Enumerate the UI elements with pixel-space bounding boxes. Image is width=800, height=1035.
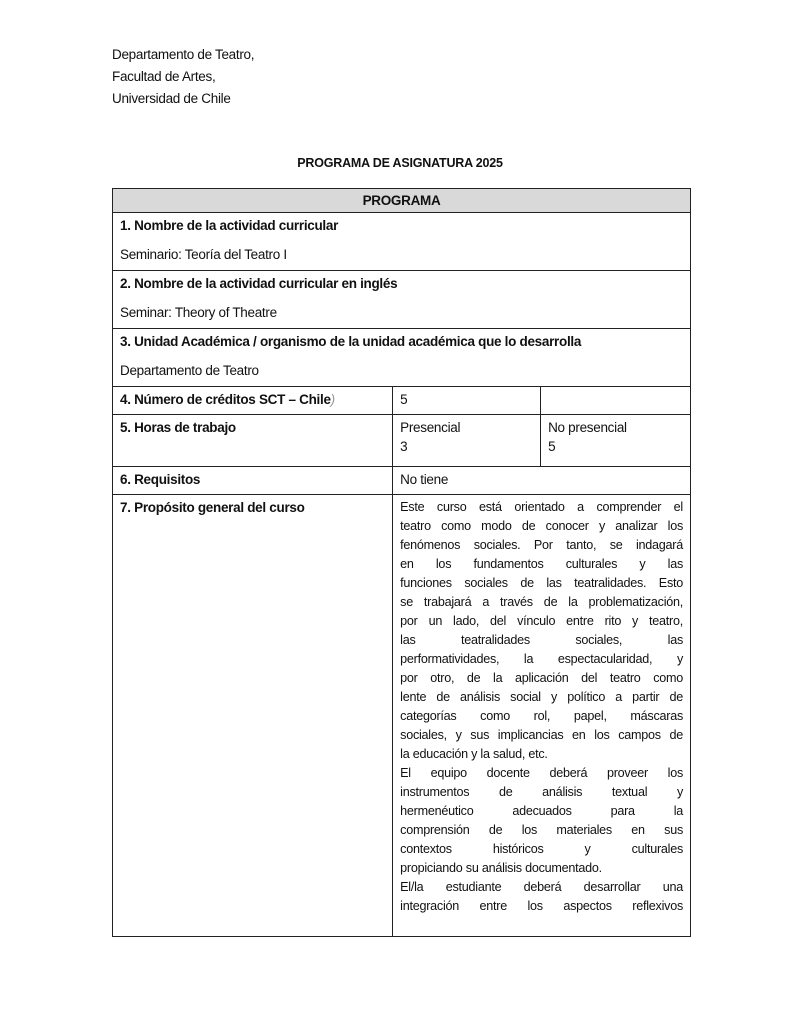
row-value: Seminar: Theory of Theatre — [120, 305, 277, 320]
purpose-line: por otro, de la aplicación del teatro como — [400, 671, 683, 685]
row-academic-unit — [113, 329, 691, 387]
no-presencial-label: No presencial — [548, 420, 627, 435]
empty-cell — [541, 387, 691, 415]
purpose-line: fenómenos sociales. Por tanto, se indagará — [400, 538, 683, 552]
hours-presencial — [393, 415, 541, 467]
purpose-line: funciones sociales de las teatralidades. Esto — [400, 576, 683, 590]
label-suffix: ) — [330, 392, 335, 407]
row-label: 1. Nombre de la actividad curricular — [120, 218, 339, 233]
purpose-line: Este curso está orientado a comprender el — [400, 500, 683, 514]
row-label: 2. Nombre de la actividad curricular en inglés — [120, 276, 398, 291]
purpose-line: propiciando su análisis documentado. — [400, 861, 602, 875]
purpose-line: contextos históricos y culturales — [400, 842, 683, 856]
table-heading: PROGRAMA — [113, 189, 691, 213]
program-table — [112, 188, 691, 937]
row-credits-value: 5 — [393, 387, 541, 415]
purpose-line: por un lado, del vínculo entre rito y teatro, — [400, 614, 683, 628]
header-line: Facultad de Artes, — [112, 69, 216, 84]
purpose-line: categorías como rol, papel, máscaras — [400, 709, 683, 723]
row-credits-label — [113, 387, 393, 415]
row-requirements-label — [113, 467, 393, 495]
purpose-line: El/la estudiante deberá desarrollar una — [400, 880, 683, 894]
purpose-line: la educación y la salud, etc. — [400, 747, 548, 761]
row-value: Departamento de Teatro — [120, 363, 259, 378]
row-activity-name — [113, 213, 691, 271]
row-hours-label — [113, 415, 393, 467]
row-purpose-text — [393, 495, 691, 937]
document-title: PROGRAMA DE ASIGNATURA 2025 — [297, 156, 503, 170]
presencial-value: 3 — [400, 439, 408, 454]
institution-header — [112, 44, 254, 110]
purpose-line: hermenéutico adecuados para la — [400, 804, 683, 818]
purpose-line: instrumentos de análisis textual y — [400, 785, 683, 799]
purpose-line: integración entre los aspectos reflexivos — [400, 899, 683, 913]
purpose-line: teatro como modo de conocer y analizar los — [400, 519, 683, 533]
row-label: 3. Unidad Académica / organismo de la unidad académica que lo desarrolla — [120, 334, 582, 349]
purpose-line: lente de análisis social y político a partir de — [400, 690, 683, 704]
header-line: Departamento de Teatro, — [112, 47, 255, 62]
row-label: 6. Requisitos — [120, 472, 201, 487]
row-purpose-label — [113, 495, 393, 937]
purpose-line: sociales, y sus implicancias en los campos de — [400, 728, 683, 742]
purpose-line: El equipo docente deberá proveer los — [400, 766, 683, 780]
purpose-line: en los fundamentos culturales y las — [400, 557, 683, 571]
row-label: 4. Número de créditos SCT – Chile — [120, 392, 331, 407]
purpose-line: se trabajará a través de la problematización, — [400, 595, 683, 609]
purpose-line: performatividades, la espectacularidad, y — [400, 652, 683, 666]
hours-no-presencial — [541, 415, 691, 467]
purpose-line: comprensión de los materiales en sus — [400, 823, 683, 837]
row-label: 7. Propósito general del curso — [120, 500, 305, 515]
no-presencial-value: 5 — [548, 439, 556, 454]
row-activity-name-english — [113, 271, 691, 329]
row-value: Seminario: Teoría del Teatro I — [120, 247, 287, 262]
row-label: 5. Horas de trabajo — [120, 420, 236, 435]
header-line: Universidad de Chile — [112, 91, 231, 106]
presencial-label: Presencial — [400, 420, 461, 435]
row-requirements-value: No tiene — [393, 467, 691, 495]
purpose-line: las teatralidades sociales, las — [400, 633, 683, 647]
